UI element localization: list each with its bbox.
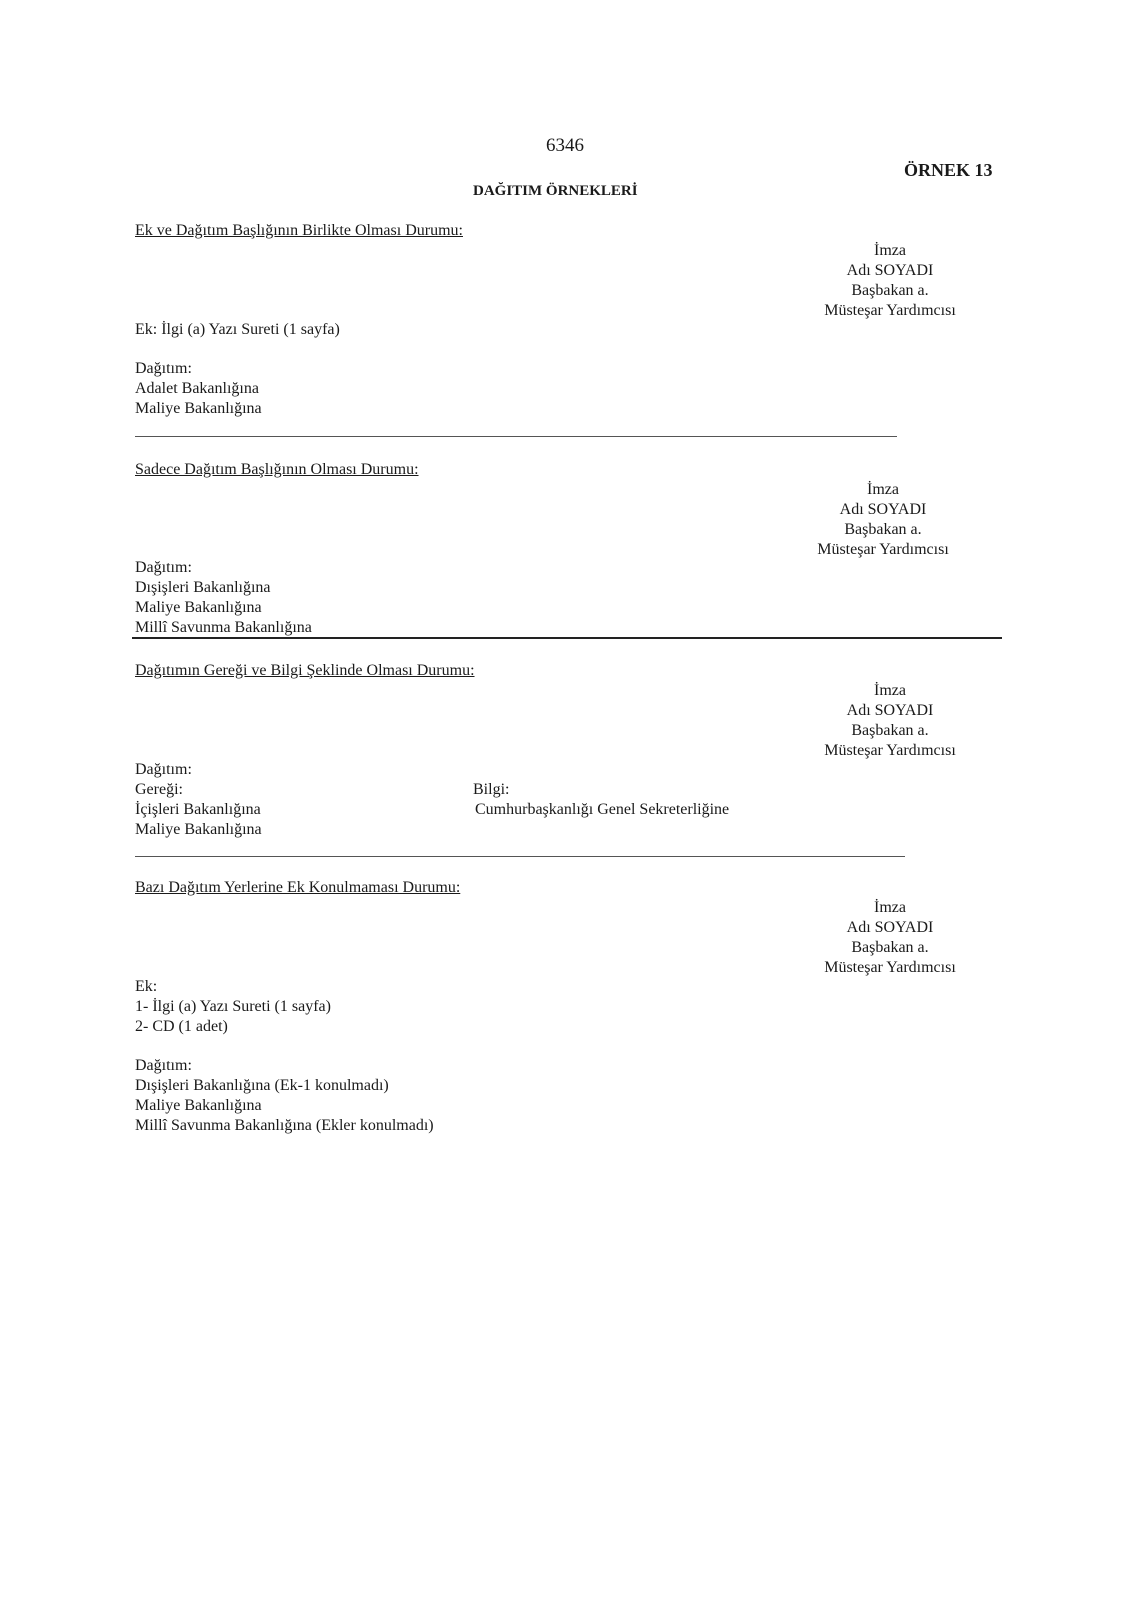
attachment: 2- CD (1 adet) bbox=[135, 1018, 228, 1035]
distribution-label: Dağıtım: bbox=[135, 1057, 192, 1074]
signature-name: Adı SOYADI bbox=[846, 262, 934, 279]
divider-thick bbox=[132, 637, 1002, 639]
signature-title: Başbakan a. bbox=[851, 939, 929, 956]
section2-signature bbox=[773, 480, 993, 560]
signature-line: İmza bbox=[874, 899, 906, 916]
attachment: 1- İlgi (a) Yazı Sureti (1 sayfa) bbox=[135, 998, 331, 1015]
recipient: Cumhurbaşkanlığı Genel Sekreterliğine bbox=[475, 801, 730, 818]
recipient: Millî Savunma Bakanlığına (Ekler konulmadı) bbox=[135, 1117, 434, 1134]
section1-heading: Ek ve Dağıtım Başlığının Birlikte Olması Durumu: bbox=[135, 222, 463, 239]
section4-distribution bbox=[135, 1056, 434, 1136]
page-title: DAĞITIM ÖRNEKLERİ bbox=[473, 183, 638, 199]
signature-position: Müsteşar Yardımcısı bbox=[817, 541, 949, 558]
recipient: Dışişleri Bakanlığına bbox=[135, 579, 271, 596]
action-label: Gereği: bbox=[135, 781, 183, 798]
section1-attachment: Ek: İlgi (a) Yazı Sureti (1 sayfa) bbox=[135, 321, 340, 338]
section2-distribution bbox=[135, 558, 312, 638]
section4-heading: Bazı Dağıtım Yerlerine Ek Konulmaması Durumu: bbox=[135, 879, 461, 896]
recipient: İçişleri Bakanlığına bbox=[135, 801, 261, 818]
recipient: Maliye Bakanlığına bbox=[135, 1097, 262, 1114]
section2-heading: Sadece Dağıtım Başlığının Olması Durumu: bbox=[135, 461, 419, 478]
signature-position: Müsteşar Yardımcısı bbox=[824, 742, 956, 759]
section3-info bbox=[473, 780, 729, 820]
page-number: 6346 bbox=[546, 135, 584, 156]
recipient: Millî Savunma Bakanlığına bbox=[135, 619, 312, 636]
signature-line: İmza bbox=[874, 242, 906, 259]
section4-attachments bbox=[135, 977, 331, 1037]
distribution-label: Dağıtım: bbox=[135, 360, 192, 377]
attachments-label: Ek: bbox=[135, 978, 158, 995]
section1-distribution bbox=[135, 359, 262, 419]
recipient: Maliye Bakanlığına bbox=[135, 821, 262, 838]
recipient: Adalet Bakanlığına bbox=[135, 380, 259, 397]
divider bbox=[135, 436, 897, 437]
signature-title: Başbakan a. bbox=[844, 521, 922, 538]
divider bbox=[135, 856, 905, 857]
signature-title: Başbakan a. bbox=[851, 722, 929, 739]
section3-heading: Dağıtımın Gereği ve Bilgi Şeklinde Olması Durumu: bbox=[135, 662, 475, 679]
section1-signature bbox=[780, 241, 1000, 321]
distribution-label: Dağıtım: bbox=[135, 761, 192, 778]
section3-distribution bbox=[135, 760, 262, 840]
distribution-label: Dağıtım: bbox=[135, 559, 192, 576]
signature-title: Başbakan a. bbox=[851, 282, 929, 299]
signature-name: Adı SOYADI bbox=[839, 501, 927, 518]
info-label: Bilgi: bbox=[473, 781, 510, 798]
recipient: Dışişleri Bakanlığına (Ek-1 konulmadı) bbox=[135, 1077, 389, 1094]
recipient: Maliye Bakanlığına bbox=[135, 599, 262, 616]
signature-name: Adı SOYADI bbox=[846, 702, 934, 719]
signature-position: Müsteşar Yardımcısı bbox=[824, 959, 956, 976]
signature-name: Adı SOYADI bbox=[846, 919, 934, 936]
signature-line: İmza bbox=[874, 682, 906, 699]
signature-position: Müsteşar Yardımcısı bbox=[824, 302, 956, 319]
section4-signature bbox=[780, 898, 1000, 978]
section3-signature bbox=[780, 681, 1000, 761]
recipient: Maliye Bakanlığına bbox=[135, 400, 262, 417]
example-label: ÖRNEK 13 bbox=[904, 160, 993, 180]
signature-line: İmza bbox=[867, 481, 899, 498]
